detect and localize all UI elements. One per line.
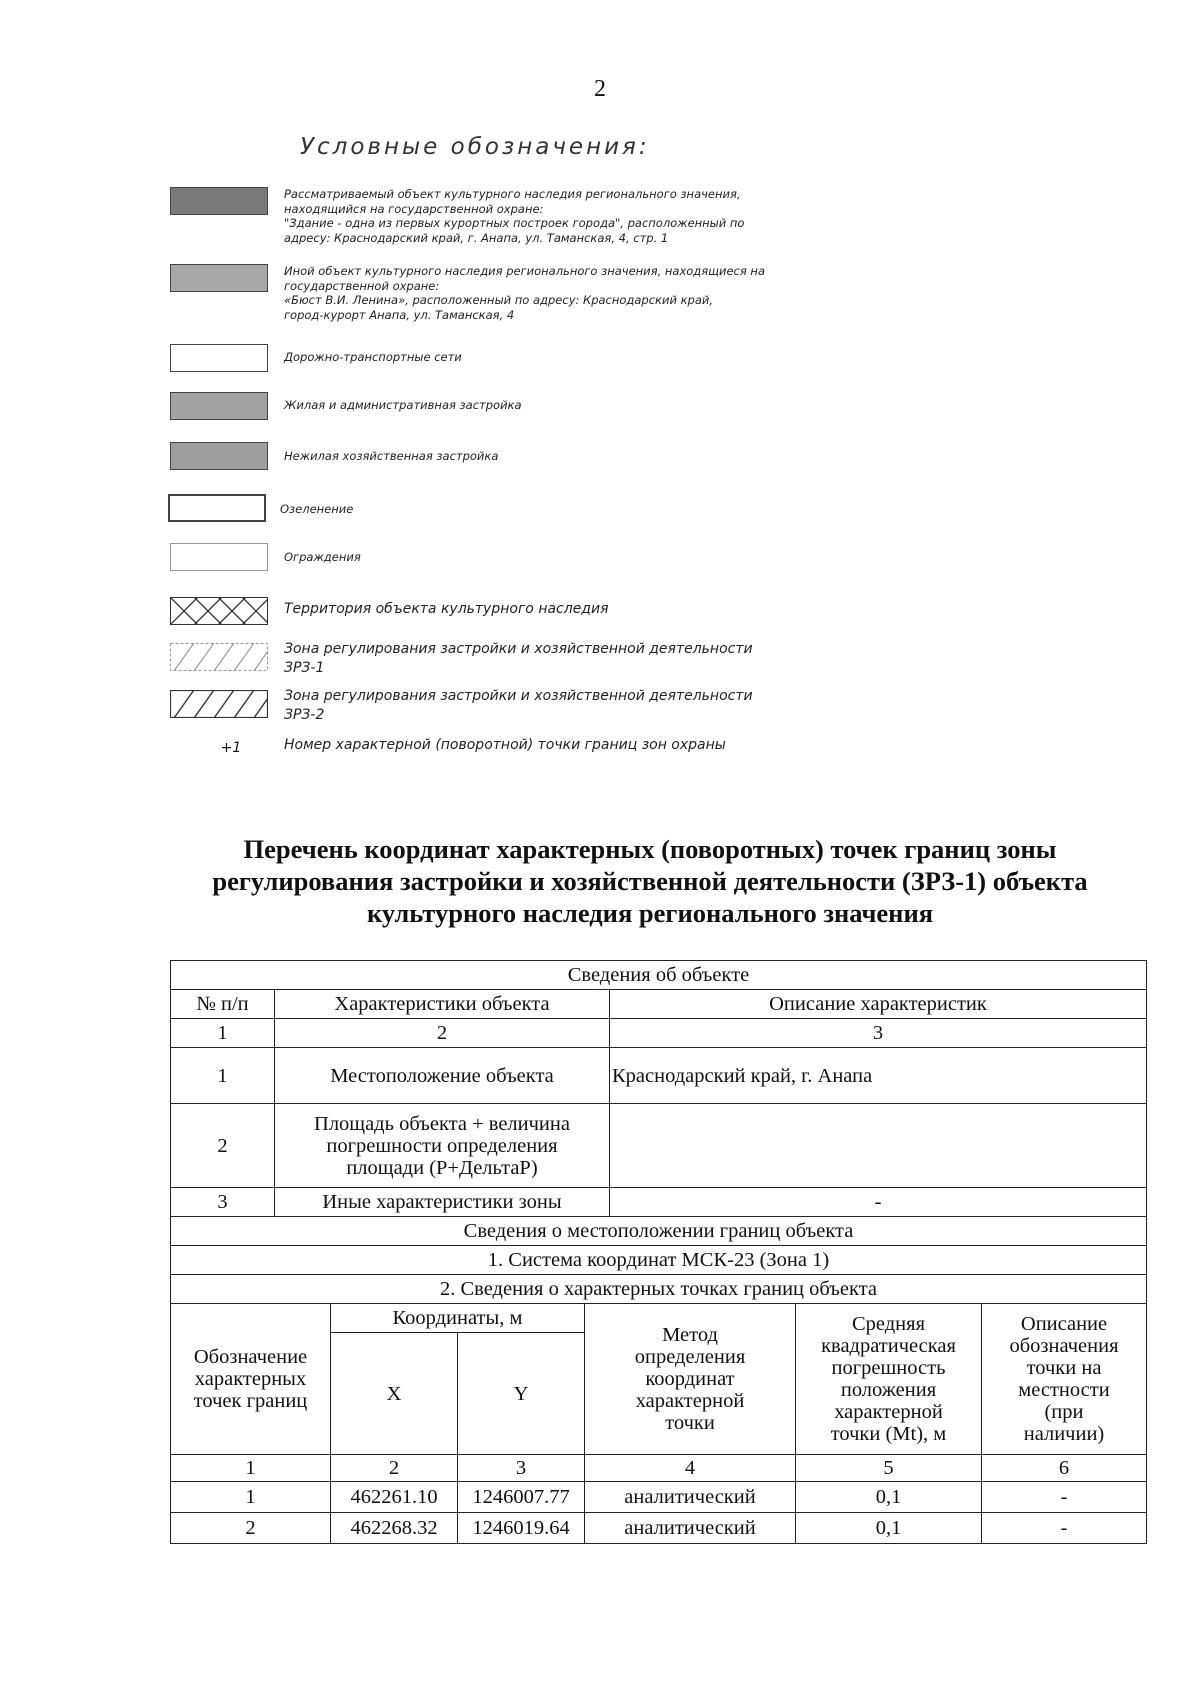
header-designation: Обозначение характерных точек границ bbox=[171, 1304, 331, 1455]
header-coordinates: Координаты, м bbox=[331, 1304, 585, 1333]
point-x: 462261.10 bbox=[331, 1482, 458, 1513]
table-row bbox=[171, 1188, 1147, 1217]
legend-swatch-hatch-light bbox=[170, 643, 268, 671]
object-section-title: Сведения об объекте bbox=[171, 961, 1147, 990]
table-cell: 2 bbox=[171, 1104, 275, 1188]
header-error: Средняя квадратическая погрешность положения характерной точки (Mt), м bbox=[796, 1304, 982, 1455]
point-description: - bbox=[982, 1482, 1147, 1513]
point-number-symbol: +1 bbox=[220, 740, 242, 756]
table-cell: 1 bbox=[171, 1455, 331, 1482]
point-y: 1246019.64 bbox=[458, 1513, 585, 1544]
table-cell: Местоположение объекта bbox=[275, 1048, 610, 1104]
coordinates-table bbox=[170, 960, 1147, 1544]
legend-swatch-white bbox=[170, 344, 268, 372]
header-number: № п/п bbox=[171, 990, 275, 1019]
table-cell: Площадь объекта + величина погрешности определения площади (P+ДельтаP) bbox=[275, 1104, 610, 1188]
point-x: 462268.32 bbox=[331, 1513, 458, 1544]
legend-title: Условные обозначения: bbox=[300, 134, 650, 160]
table-row bbox=[171, 1217, 1147, 1246]
points-section-title: 2. Сведения о характерных точках границ объекта bbox=[171, 1275, 1147, 1304]
document-heading: Перечень координат характерных (поворотных) точек границ зоны регулирования застройки и хозяйственной деятельности (ЗРЗ-1) объекта культурного наследия регионального значения bbox=[212, 834, 1088, 928]
table-cell: 6 bbox=[982, 1455, 1147, 1482]
location-section-title: Сведения о местоположении границ объекта bbox=[171, 1217, 1147, 1246]
legend-swatch-gray bbox=[170, 392, 268, 420]
page-number: 2 bbox=[594, 76, 606, 102]
table-row bbox=[171, 961, 1147, 990]
table-cell: 5 bbox=[796, 1455, 982, 1482]
table-cell: - bbox=[610, 1188, 1147, 1217]
coord-system: 1. Система координат МСК-23 (Зона 1) bbox=[171, 1246, 1147, 1275]
point-method: аналитический bbox=[585, 1482, 796, 1513]
legend-swatch-gray bbox=[170, 264, 268, 292]
legend-swatch-gray bbox=[170, 442, 268, 470]
legend-swatch-hatch-dark bbox=[170, 690, 268, 718]
point-error: 0,1 bbox=[796, 1513, 982, 1544]
point-id: 1 bbox=[171, 1482, 331, 1513]
header-y: Y bbox=[458, 1333, 585, 1455]
table-cell: 1 bbox=[171, 1019, 275, 1048]
table-cell: 1 bbox=[171, 1048, 275, 1104]
table-cell bbox=[610, 1104, 1147, 1188]
point-error: 0,1 bbox=[796, 1482, 982, 1513]
header-description: Описание характеристик bbox=[610, 990, 1147, 1019]
table-cell: 3 bbox=[171, 1188, 275, 1217]
legend-swatch-dark-gray bbox=[170, 187, 268, 215]
table-row bbox=[171, 990, 1147, 1019]
table-row bbox=[171, 1104, 1147, 1188]
header-point-description: Описание обозначения точки на местности (при наличии) bbox=[982, 1304, 1147, 1455]
table-cell: Иные характеристики зоны bbox=[275, 1188, 610, 1217]
table-row bbox=[171, 1048, 1147, 1104]
table-row bbox=[171, 1275, 1147, 1304]
table-row bbox=[171, 1455, 1147, 1482]
table-cell: Краснодарский край, г. Анапа bbox=[610, 1048, 1147, 1104]
table-row bbox=[171, 1246, 1147, 1275]
table-cell: 2 bbox=[331, 1455, 458, 1482]
table-cell: 2 bbox=[275, 1019, 610, 1048]
table-row bbox=[171, 1304, 1147, 1333]
table-cell: 3 bbox=[458, 1455, 585, 1482]
table-row bbox=[171, 1482, 1147, 1513]
header-x: X bbox=[331, 1333, 458, 1455]
point-method: аналитический bbox=[585, 1513, 796, 1544]
point-description: - bbox=[982, 1513, 1147, 1544]
legend-swatch-white bbox=[168, 494, 266, 522]
legend-swatch-white bbox=[170, 543, 268, 571]
table-cell: 3 bbox=[610, 1019, 1147, 1048]
point-y: 1246007.77 bbox=[458, 1482, 585, 1513]
point-id: 2 bbox=[171, 1513, 331, 1544]
header-method: Метод определения координат характерной точки bbox=[585, 1304, 796, 1455]
header-characteristic: Характеристики объекта bbox=[275, 990, 610, 1019]
table-row bbox=[171, 1513, 1147, 1544]
table-row bbox=[171, 1019, 1147, 1048]
table-cell: 4 bbox=[585, 1455, 796, 1482]
legend-swatch-crosshatch bbox=[170, 597, 268, 625]
